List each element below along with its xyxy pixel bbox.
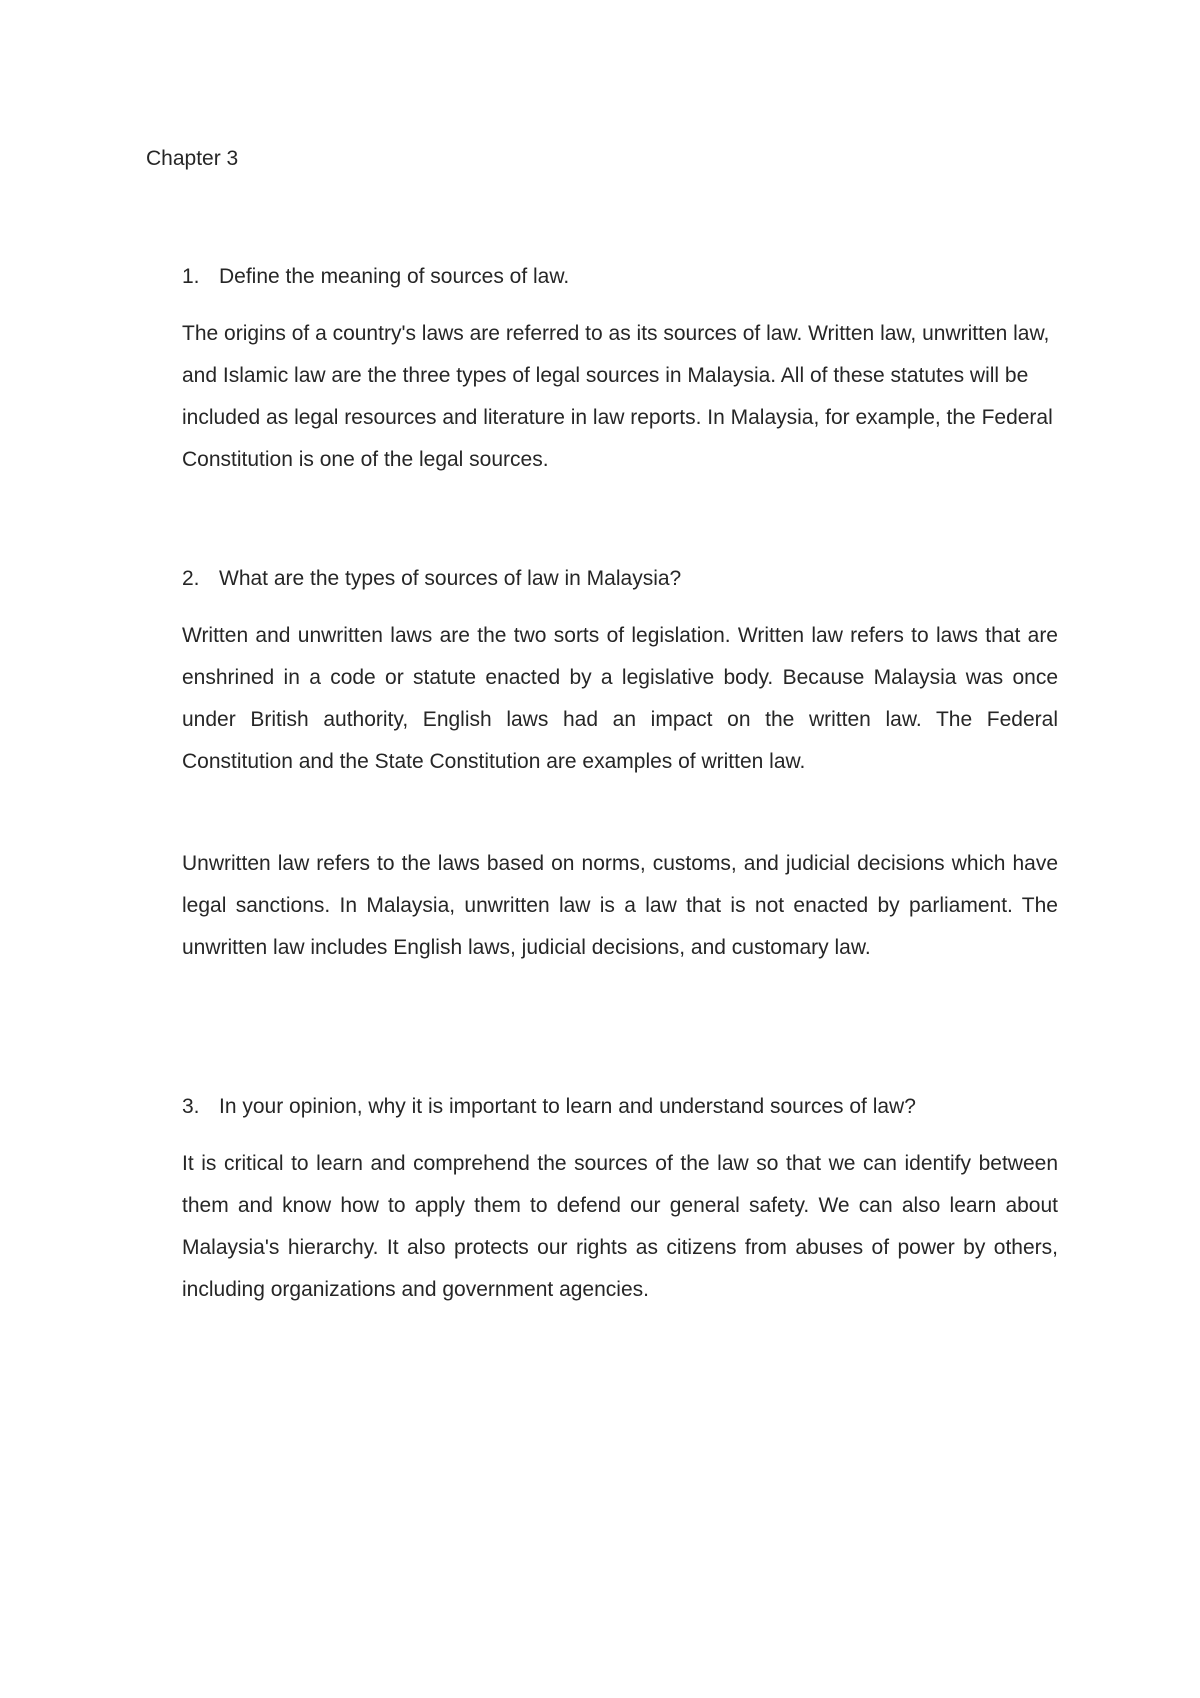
question-3 (182, 1095, 1062, 1119)
question-text: What are the types of sources of law in Malaysia? (219, 567, 682, 590)
question-1 (182, 265, 1062, 289)
question-2 (182, 567, 1062, 591)
question-number: 2. (182, 567, 200, 590)
question-text: Define the meaning of sources of law. (219, 265, 570, 288)
answer-paragraph: Unwritten law refers to the laws based on norms, customs, and judicial decisions which have legal sanctions. In Malaysia, unwritten law is a law that is not enacted by parliament. The unwritten law includes English laws, judicial decisions, and customary law. (182, 852, 1058, 959)
answer-paragraph: It is critical to learn and comprehend the sources of the law so that we can identify between them and know how to apply them to defend our general safety. We can also learn about Malaysia's hierarchy. It also protects our rights as citizens from abuses of power by others, including organizations and government agencies. (182, 1152, 1058, 1301)
question-text: In your opinion, why it is important to learn and understand sources of law? (219, 1095, 916, 1118)
answer-paragraph: The origins of a country's laws are referred to as its sources of law. Written law, unwritten law, and Islamic law are the three types of legal sources in Malaysia. All of these statutes will be included as legal resources and literature in law reports. In Malaysia, for example, the Federal Constitution is one of the legal sources. (182, 322, 1053, 471)
question-number: 1. (182, 265, 200, 288)
question-number: 3. (182, 1095, 200, 1118)
chapter-title: Chapter 3 (146, 147, 239, 170)
answer-paragraph: Written and unwritten laws are the two sorts of legislation. Written law refers to laws that are enshrined in a code or statute enacted by a legislative body. Because Malaysia was once under British authority, English laws had an impact on the written law. The Federal Constitution and the State Constitution are examples of written law. (182, 624, 1058, 773)
